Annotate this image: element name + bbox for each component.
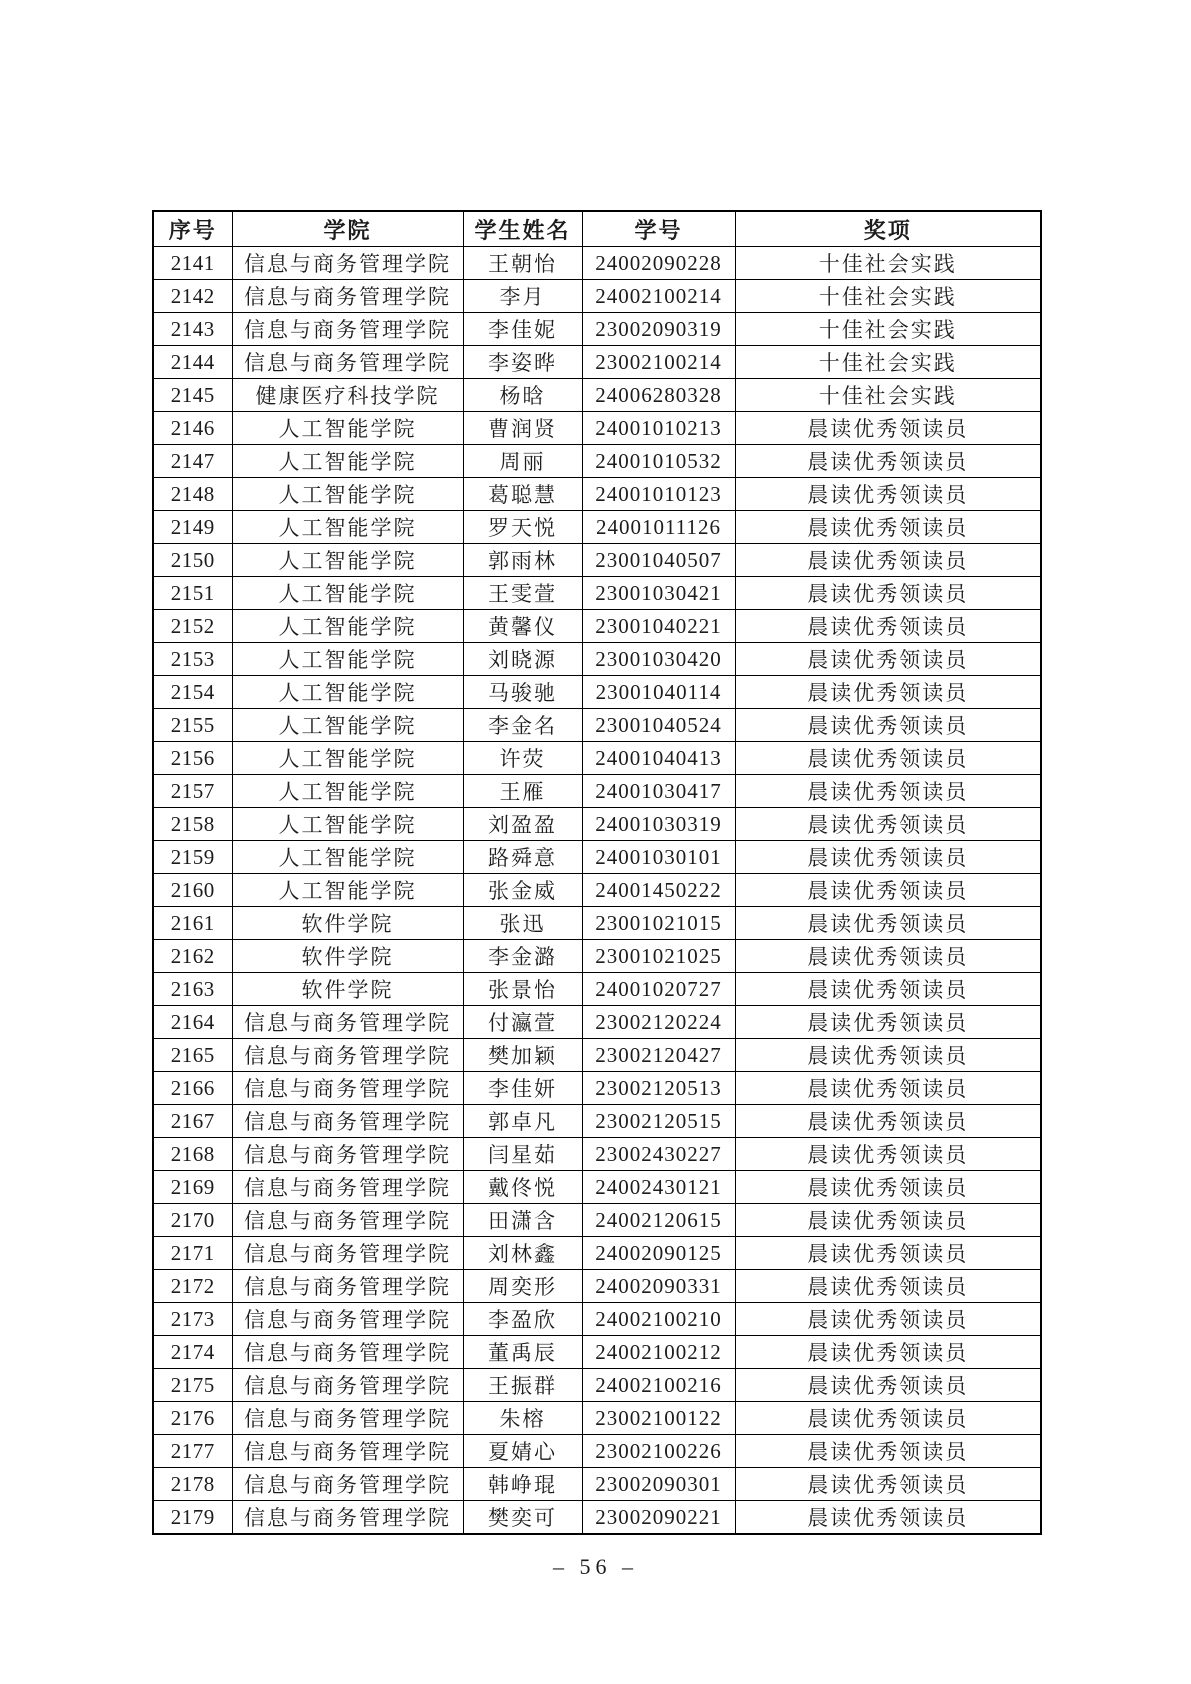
cell-index: 2143: [153, 313, 232, 346]
cell-student-name: 周丽: [463, 445, 582, 478]
cell-college: 人工智能学院: [232, 445, 463, 478]
table-row: [153, 412, 1041, 445]
cell-student-id: 23002100122: [582, 1402, 735, 1435]
cell-student-id: 24002430121: [582, 1171, 735, 1204]
cell-index: 2155: [153, 709, 232, 742]
cell-award: 晨读优秀领读员: [735, 1468, 1041, 1501]
cell-student-id: 23001030421: [582, 577, 735, 610]
cell-student-name: 樊加颖: [463, 1039, 582, 1072]
cell-student-id: 23001021015: [582, 907, 735, 940]
column-header-award: 奖项: [735, 211, 1041, 247]
table-row: [153, 1402, 1041, 1435]
table-header: [153, 211, 1041, 247]
table-row: [153, 577, 1041, 610]
table-row: [153, 841, 1041, 874]
table-row: [153, 445, 1041, 478]
cell-index: 2176: [153, 1402, 232, 1435]
cell-student-name: 戴佟悦: [463, 1171, 582, 1204]
cell-student-name: 李金潞: [463, 940, 582, 973]
cell-college: 软件学院: [232, 973, 463, 1006]
cell-student-name: 张迅: [463, 907, 582, 940]
cell-award: 晨读优秀领读员: [735, 1336, 1041, 1369]
cell-college: 人工智能学院: [232, 841, 463, 874]
table-row: [153, 1171, 1041, 1204]
cell-college: 信息与商务管理学院: [232, 1435, 463, 1468]
table-header-row: [153, 211, 1041, 247]
table-row: [153, 1435, 1041, 1468]
cell-award: 晨读优秀领读员: [735, 808, 1041, 841]
table-row: [153, 1369, 1041, 1402]
cell-student-name: 刘盈盈: [463, 808, 582, 841]
cell-student-name: 李月: [463, 280, 582, 313]
cell-student-id: 24001030319: [582, 808, 735, 841]
cell-college: 信息与商务管理学院: [232, 1237, 463, 1270]
cell-index: 2172: [153, 1270, 232, 1303]
cell-student-name: 夏婧心: [463, 1435, 582, 1468]
cell-award: 晨读优秀领读员: [735, 544, 1041, 577]
table-row: [153, 808, 1041, 841]
cell-student-name: 王朝怡: [463, 247, 582, 280]
cell-award: 十佳社会实践: [735, 379, 1041, 412]
cell-student-id: 24002120615: [582, 1204, 735, 1237]
cell-index: 2149: [153, 511, 232, 544]
cell-award: 晨读优秀领读员: [735, 511, 1041, 544]
cell-student-name: 罗天悦: [463, 511, 582, 544]
table-row: [153, 280, 1041, 313]
table-row: [153, 742, 1041, 775]
cell-student-id: 24001030101: [582, 841, 735, 874]
cell-student-name: 董禹辰: [463, 1336, 582, 1369]
table-row: [153, 1468, 1041, 1501]
column-header-student-id: 学号: [582, 211, 735, 247]
cell-student-id: 24002090228: [582, 247, 735, 280]
cell-award: 晨读优秀领读员: [735, 1105, 1041, 1138]
column-header-college: 学院: [232, 211, 463, 247]
cell-index: 2142: [153, 280, 232, 313]
cell-award: 晨读优秀领读员: [735, 1204, 1041, 1237]
cell-student-id: 23002100214: [582, 346, 735, 379]
cell-student-id: 23002430227: [582, 1138, 735, 1171]
table-row: [153, 775, 1041, 808]
table-row: [153, 709, 1041, 742]
cell-index: 2165: [153, 1039, 232, 1072]
table-row: [153, 247, 1041, 280]
table-row: [153, 379, 1041, 412]
table-row: [153, 1204, 1041, 1237]
table-row: [153, 676, 1041, 709]
cell-index: 2173: [153, 1303, 232, 1336]
cell-award: 晨读优秀领读员: [735, 709, 1041, 742]
cell-award: 晨读优秀领读员: [735, 1402, 1041, 1435]
cell-award: 晨读优秀领读员: [735, 1270, 1041, 1303]
cell-student-id: 23001021025: [582, 940, 735, 973]
cell-college: 软件学院: [232, 940, 463, 973]
cell-college: 信息与商务管理学院: [232, 1171, 463, 1204]
cell-student-id: 23002120224: [582, 1006, 735, 1039]
cell-index: 2167: [153, 1105, 232, 1138]
cell-student-name: 曹润贤: [463, 412, 582, 445]
cell-student-id: 24006280328: [582, 379, 735, 412]
cell-student-name: 刘晓源: [463, 643, 582, 676]
cell-index: 2141: [153, 247, 232, 280]
cell-student-name: 路舜意: [463, 841, 582, 874]
cell-award: 晨读优秀领读员: [735, 841, 1041, 874]
cell-college: 信息与商务管理学院: [232, 1204, 463, 1237]
table-row: [153, 643, 1041, 676]
cell-index: 2153: [153, 643, 232, 676]
cell-student-id: 24002100214: [582, 280, 735, 313]
cell-award: 晨读优秀领读员: [735, 907, 1041, 940]
cell-award: 晨读优秀领读员: [735, 940, 1041, 973]
cell-student-id: 23001040114: [582, 676, 735, 709]
table-row: [153, 1138, 1041, 1171]
cell-index: 2148: [153, 478, 232, 511]
cell-college: 信息与商务管理学院: [232, 1336, 463, 1369]
cell-award: 晨读优秀领读员: [735, 643, 1041, 676]
cell-college: 人工智能学院: [232, 775, 463, 808]
column-header-index: 序号: [153, 211, 232, 247]
cell-award: 晨读优秀领读员: [735, 1039, 1041, 1072]
cell-student-name: 许荧: [463, 742, 582, 775]
cell-student-name: 樊奕可: [463, 1501, 582, 1535]
cell-index: 2152: [153, 610, 232, 643]
cell-index: 2166: [153, 1072, 232, 1105]
cell-student-id: 23001030420: [582, 643, 735, 676]
cell-student-name: 付瀛萱: [463, 1006, 582, 1039]
cell-award: 晨读优秀领读员: [735, 1303, 1041, 1336]
cell-student-id: 23002120515: [582, 1105, 735, 1138]
cell-award: 晨读优秀领读员: [735, 1435, 1041, 1468]
cell-student-id: 23001040221: [582, 610, 735, 643]
cell-student-id: 23002120427: [582, 1039, 735, 1072]
table-row: [153, 1501, 1041, 1535]
cell-college: 人工智能学院: [232, 478, 463, 511]
cell-student-id: 24002100216: [582, 1369, 735, 1402]
cell-college: 人工智能学院: [232, 544, 463, 577]
table-row: [153, 874, 1041, 907]
cell-index: 2168: [153, 1138, 232, 1171]
cell-student-id: 23002090319: [582, 313, 735, 346]
table-row: [153, 907, 1041, 940]
cell-college: 信息与商务管理学院: [232, 1369, 463, 1402]
cell-award: 晨读优秀领读员: [735, 973, 1041, 1006]
cell-student-name: 朱榕: [463, 1402, 582, 1435]
page-number: – 56 –: [553, 1554, 638, 1579]
cell-college: 信息与商务管理学院: [232, 313, 463, 346]
cell-award: 晨读优秀领读员: [735, 412, 1041, 445]
cell-college: 人工智能学院: [232, 610, 463, 643]
table-row: [153, 610, 1041, 643]
cell-index: 2178: [153, 1468, 232, 1501]
cell-award: 晨读优秀领读员: [735, 1237, 1041, 1270]
cell-college: 信息与商务管理学院: [232, 1039, 463, 1072]
cell-index: 2164: [153, 1006, 232, 1039]
cell-award: 晨读优秀领读员: [735, 874, 1041, 907]
table-row: [153, 1270, 1041, 1303]
cell-index: 2157: [153, 775, 232, 808]
table-row: [153, 313, 1041, 346]
cell-student-name: 韩峥琨: [463, 1468, 582, 1501]
cell-student-name: 杨晗: [463, 379, 582, 412]
cell-index: 2171: [153, 1237, 232, 1270]
cell-award: 晨读优秀领读员: [735, 1138, 1041, 1171]
table-row: [153, 1237, 1041, 1270]
cell-index: 2159: [153, 841, 232, 874]
cell-college: 人工智能学院: [232, 808, 463, 841]
cell-award: 晨读优秀领读员: [735, 1369, 1041, 1402]
student-awards-table: [152, 210, 1042, 1535]
cell-index: 2144: [153, 346, 232, 379]
cell-award: 晨读优秀领读员: [735, 577, 1041, 610]
cell-student-name: 王振群: [463, 1369, 582, 1402]
cell-index: 2162: [153, 940, 232, 973]
table-row: [153, 1336, 1041, 1369]
cell-award: 十佳社会实践: [735, 280, 1041, 313]
column-header-student-name: 学生姓名: [463, 211, 582, 247]
cell-college: 信息与商务管理学院: [232, 1468, 463, 1501]
cell-college: 人工智能学院: [232, 874, 463, 907]
cell-student-id: 23002090221: [582, 1501, 735, 1535]
table-row: [153, 544, 1041, 577]
table-row: [153, 1303, 1041, 1336]
cell-college: 信息与商务管理学院: [232, 280, 463, 313]
cell-index: 2161: [153, 907, 232, 940]
cell-index: 2154: [153, 676, 232, 709]
cell-student-id: 23001040507: [582, 544, 735, 577]
table-row: [153, 1072, 1041, 1105]
cell-college: 信息与商务管理学院: [232, 1138, 463, 1171]
cell-index: 2175: [153, 1369, 232, 1402]
cell-college: 信息与商务管理学院: [232, 1402, 463, 1435]
cell-award: 晨读优秀领读员: [735, 742, 1041, 775]
cell-index: 2151: [153, 577, 232, 610]
cell-student-id: 24001030417: [582, 775, 735, 808]
cell-college: 信息与商务管理学院: [232, 346, 463, 379]
cell-college: 信息与商务管理学院: [232, 1105, 463, 1138]
cell-index: 2177: [153, 1435, 232, 1468]
cell-college: 信息与商务管理学院: [232, 1270, 463, 1303]
cell-index: 2147: [153, 445, 232, 478]
cell-award: 晨读优秀领读员: [735, 1072, 1041, 1105]
cell-index: 2174: [153, 1336, 232, 1369]
cell-index: 2169: [153, 1171, 232, 1204]
table-row: [153, 940, 1041, 973]
cell-student-id: 24001040413: [582, 742, 735, 775]
cell-student-id: 24001010123: [582, 478, 735, 511]
cell-student-name: 李盈欣: [463, 1303, 582, 1336]
cell-award: 晨读优秀领读员: [735, 478, 1041, 511]
table-row: [153, 346, 1041, 379]
cell-college: 软件学院: [232, 907, 463, 940]
cell-award: 十佳社会实践: [735, 346, 1041, 379]
cell-index: 2150: [153, 544, 232, 577]
cell-college: 人工智能学院: [232, 709, 463, 742]
cell-student-id: 23001040524: [582, 709, 735, 742]
cell-index: 2156: [153, 742, 232, 775]
cell-college: 人工智能学院: [232, 643, 463, 676]
cell-award: 晨读优秀领读员: [735, 1006, 1041, 1039]
table-row: [153, 1039, 1041, 1072]
cell-college: 信息与商务管理学院: [232, 247, 463, 280]
cell-index: 2163: [153, 973, 232, 1006]
cell-student-name: 李金名: [463, 709, 582, 742]
cell-index: 2160: [153, 874, 232, 907]
cell-college: 信息与商务管理学院: [232, 1501, 463, 1535]
cell-student-name: 马骏驰: [463, 676, 582, 709]
cell-college: 人工智能学院: [232, 412, 463, 445]
cell-student-id: 24002100212: [582, 1336, 735, 1369]
cell-student-name: 张景怡: [463, 973, 582, 1006]
table-row: [153, 1105, 1041, 1138]
cell-student-id: 23002090301: [582, 1468, 735, 1501]
cell-student-name: 郭卓凡: [463, 1105, 582, 1138]
table-body: [153, 247, 1041, 1535]
cell-college: 人工智能学院: [232, 676, 463, 709]
cell-student-id: 24002100210: [582, 1303, 735, 1336]
cell-student-id: 24002090331: [582, 1270, 735, 1303]
cell-award: 晨读优秀领读员: [735, 1501, 1041, 1535]
cell-student-name: 黄馨仪: [463, 610, 582, 643]
cell-award: 十佳社会实践: [735, 313, 1041, 346]
cell-student-name: 葛聪慧: [463, 478, 582, 511]
table-row: [153, 973, 1041, 1006]
cell-student-name: 李姿晔: [463, 346, 582, 379]
cell-student-name: 刘林鑫: [463, 1237, 582, 1270]
cell-index: 2179: [153, 1501, 232, 1535]
cell-student-id: 24001450222: [582, 874, 735, 907]
cell-college: 信息与商务管理学院: [232, 1072, 463, 1105]
cell-award: 晨读优秀领读员: [735, 445, 1041, 478]
cell-college: 人工智能学院: [232, 742, 463, 775]
cell-student-id: 24001010213: [582, 412, 735, 445]
cell-award: 十佳社会实践: [735, 247, 1041, 280]
cell-student-id: 24001010532: [582, 445, 735, 478]
cell-index: 2146: [153, 412, 232, 445]
cell-college: 健康医疗科技学院: [232, 379, 463, 412]
cell-student-name: 田潇含: [463, 1204, 582, 1237]
cell-college: 人工智能学院: [232, 577, 463, 610]
cell-index: 2158: [153, 808, 232, 841]
cell-college: 人工智能学院: [232, 511, 463, 544]
table-row: [153, 1006, 1041, 1039]
cell-student-name: 闫星茹: [463, 1138, 582, 1171]
table-row: [153, 511, 1041, 544]
cell-student-id: 23002100226: [582, 1435, 735, 1468]
table-row: [153, 478, 1041, 511]
cell-student-name: 郭雨林: [463, 544, 582, 577]
cell-index: 2145: [153, 379, 232, 412]
cell-student-name: 周奕形: [463, 1270, 582, 1303]
cell-college: 信息与商务管理学院: [232, 1006, 463, 1039]
cell-student-id: 24001011126: [582, 511, 735, 544]
cell-student-name: 王雯萱: [463, 577, 582, 610]
cell-award: 晨读优秀领读员: [735, 610, 1041, 643]
cell-student-id: 24002090125: [582, 1237, 735, 1270]
cell-student-name: 王雁: [463, 775, 582, 808]
cell-award: 晨读优秀领读员: [735, 676, 1041, 709]
cell-college: 信息与商务管理学院: [232, 1303, 463, 1336]
cell-index: 2170: [153, 1204, 232, 1237]
cell-student-id: 23002120513: [582, 1072, 735, 1105]
cell-student-name: 张金威: [463, 874, 582, 907]
cell-student-name: 李佳妮: [463, 313, 582, 346]
cell-award: 晨读优秀领读员: [735, 775, 1041, 808]
cell-student-name: 李佳妍: [463, 1072, 582, 1105]
cell-student-id: 24001020727: [582, 973, 735, 1006]
cell-award: 晨读优秀领读员: [735, 1171, 1041, 1204]
